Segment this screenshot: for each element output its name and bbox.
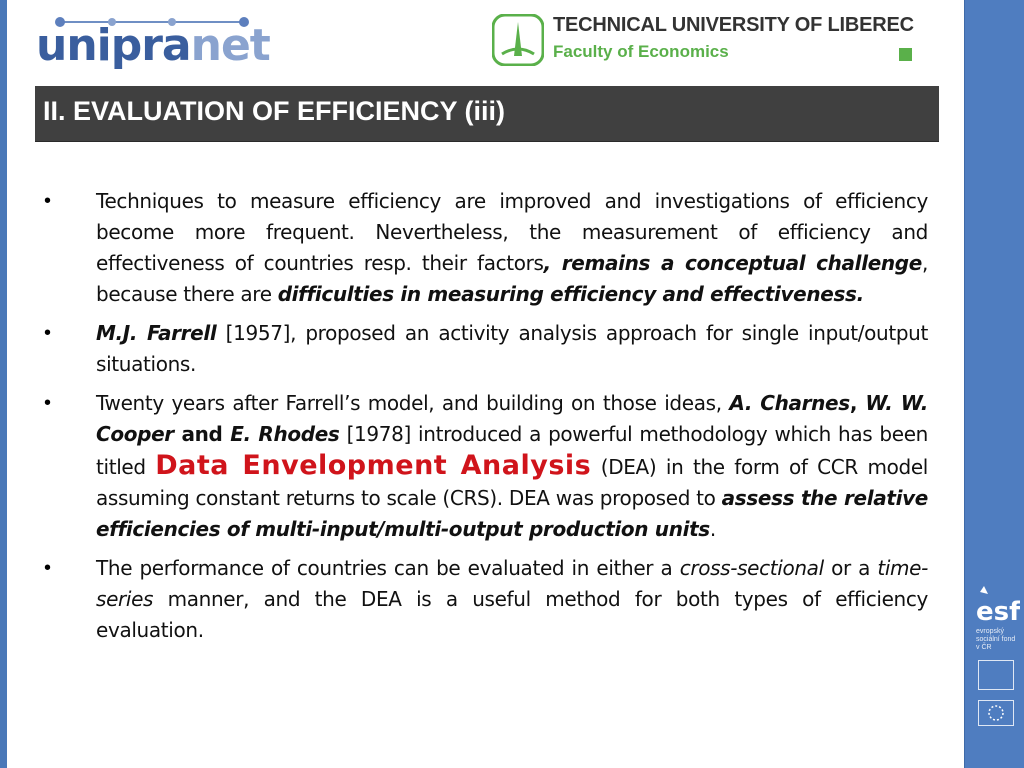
separator-comma: , [849, 391, 866, 415]
bullet-text [96, 388, 928, 545]
bullet-1-emphasis: , remains a conceptual challenge [543, 251, 922, 275]
bullet-item [40, 553, 928, 646]
unipranet-wordmark-text: unipranet [36, 20, 270, 71]
author-farrell: M.J. Farrell [96, 321, 217, 345]
university-name: TECHNICAL UNIVERSITY OF LIBEREC [553, 14, 914, 36]
eu-stars-icon [979, 701, 1013, 725]
bullet-1-text-2: , because there are [96, 251, 928, 306]
esf-mark-text: esf [976, 597, 1020, 626]
bullet-4-text-3: manner, and the DEA is a useful method for both types of efficiency evaluation. [96, 587, 928, 642]
author-charnes: A. Charnes [729, 391, 850, 415]
bullet-4-text-2: or a [823, 556, 878, 580]
bullet-3-text-3: (DEA) in the form of CCR model assuming constant returns to scale (CRS). DEA was proposed to [96, 455, 928, 510]
conjunction-and: and [173, 422, 231, 446]
unipranet-wordmark-net: net [190, 20, 270, 71]
author-rhodes: E. Rhodes [230, 422, 340, 446]
bullet-3-text-2: [1978] introduced a powerful methodology which has been titled [96, 422, 928, 479]
esf-star-icon [976, 582, 1020, 626]
unipranet-logo [36, 8, 270, 71]
dea-highlight: Data Envelopment Analysis [155, 450, 592, 481]
bullet-dot: • [44, 190, 52, 212]
bullet-4-text: The performance of countries can be evaluated in either a [96, 556, 680, 580]
bullet-1-text: Techniques to measure efficiency are improved and investigations of efficiency become more frequent. Nevertheless, the measurement of efficiency and effectiveness of countries resp. their factors [96, 189, 928, 275]
slide-content [40, 186, 928, 654]
bullet-text [96, 186, 928, 310]
bullet-dot: • [44, 557, 52, 579]
bullet-text [96, 553, 928, 646]
bullet-item [40, 388, 928, 545]
term-cross-sectional: cross-sectional [679, 556, 824, 580]
eu-logo-box [978, 700, 1014, 726]
bullet-dot: • [44, 392, 52, 414]
bullet-3-text: Twenty years after Farrell’s model, and building on those ideas, [96, 391, 730, 415]
esf-logo-block [976, 582, 1020, 726]
bullet-3-period: . [709, 517, 716, 541]
faculty-name: Faculty of Economics [553, 42, 729, 61]
bullet-1-emphasis-2: difficulties in measuring efficiency and effectiveness. [277, 282, 864, 306]
esf-logo [976, 582, 1020, 626]
left-border-strip [0, 0, 7, 768]
tul-emblem-icon [492, 14, 544, 66]
ministry-logo-box [978, 660, 1014, 690]
green-square-mark [899, 48, 912, 61]
bullet-item [40, 186, 928, 310]
esf-caption: evropský sociální fond v ČR [976, 628, 1016, 651]
bullet-item [40, 318, 928, 380]
bullet-2-text: [1957], proposed an activity analysis approach for single input/output situations. [96, 321, 928, 376]
term-time-series: time-series [96, 556, 928, 611]
bullet-text [96, 318, 928, 380]
slide-title-bar [35, 86, 939, 142]
author-cooper: W. W. Cooper [96, 391, 928, 446]
slide-title: II. EVALUATION OF EFFICIENCY (iii) [43, 96, 506, 126]
unipranet-wordmark [36, 20, 270, 71]
bullet-dot: • [44, 322, 52, 344]
bullet-3-emphasis: assess the relative efficiencies of multi-input/multi-output production units [96, 486, 928, 541]
